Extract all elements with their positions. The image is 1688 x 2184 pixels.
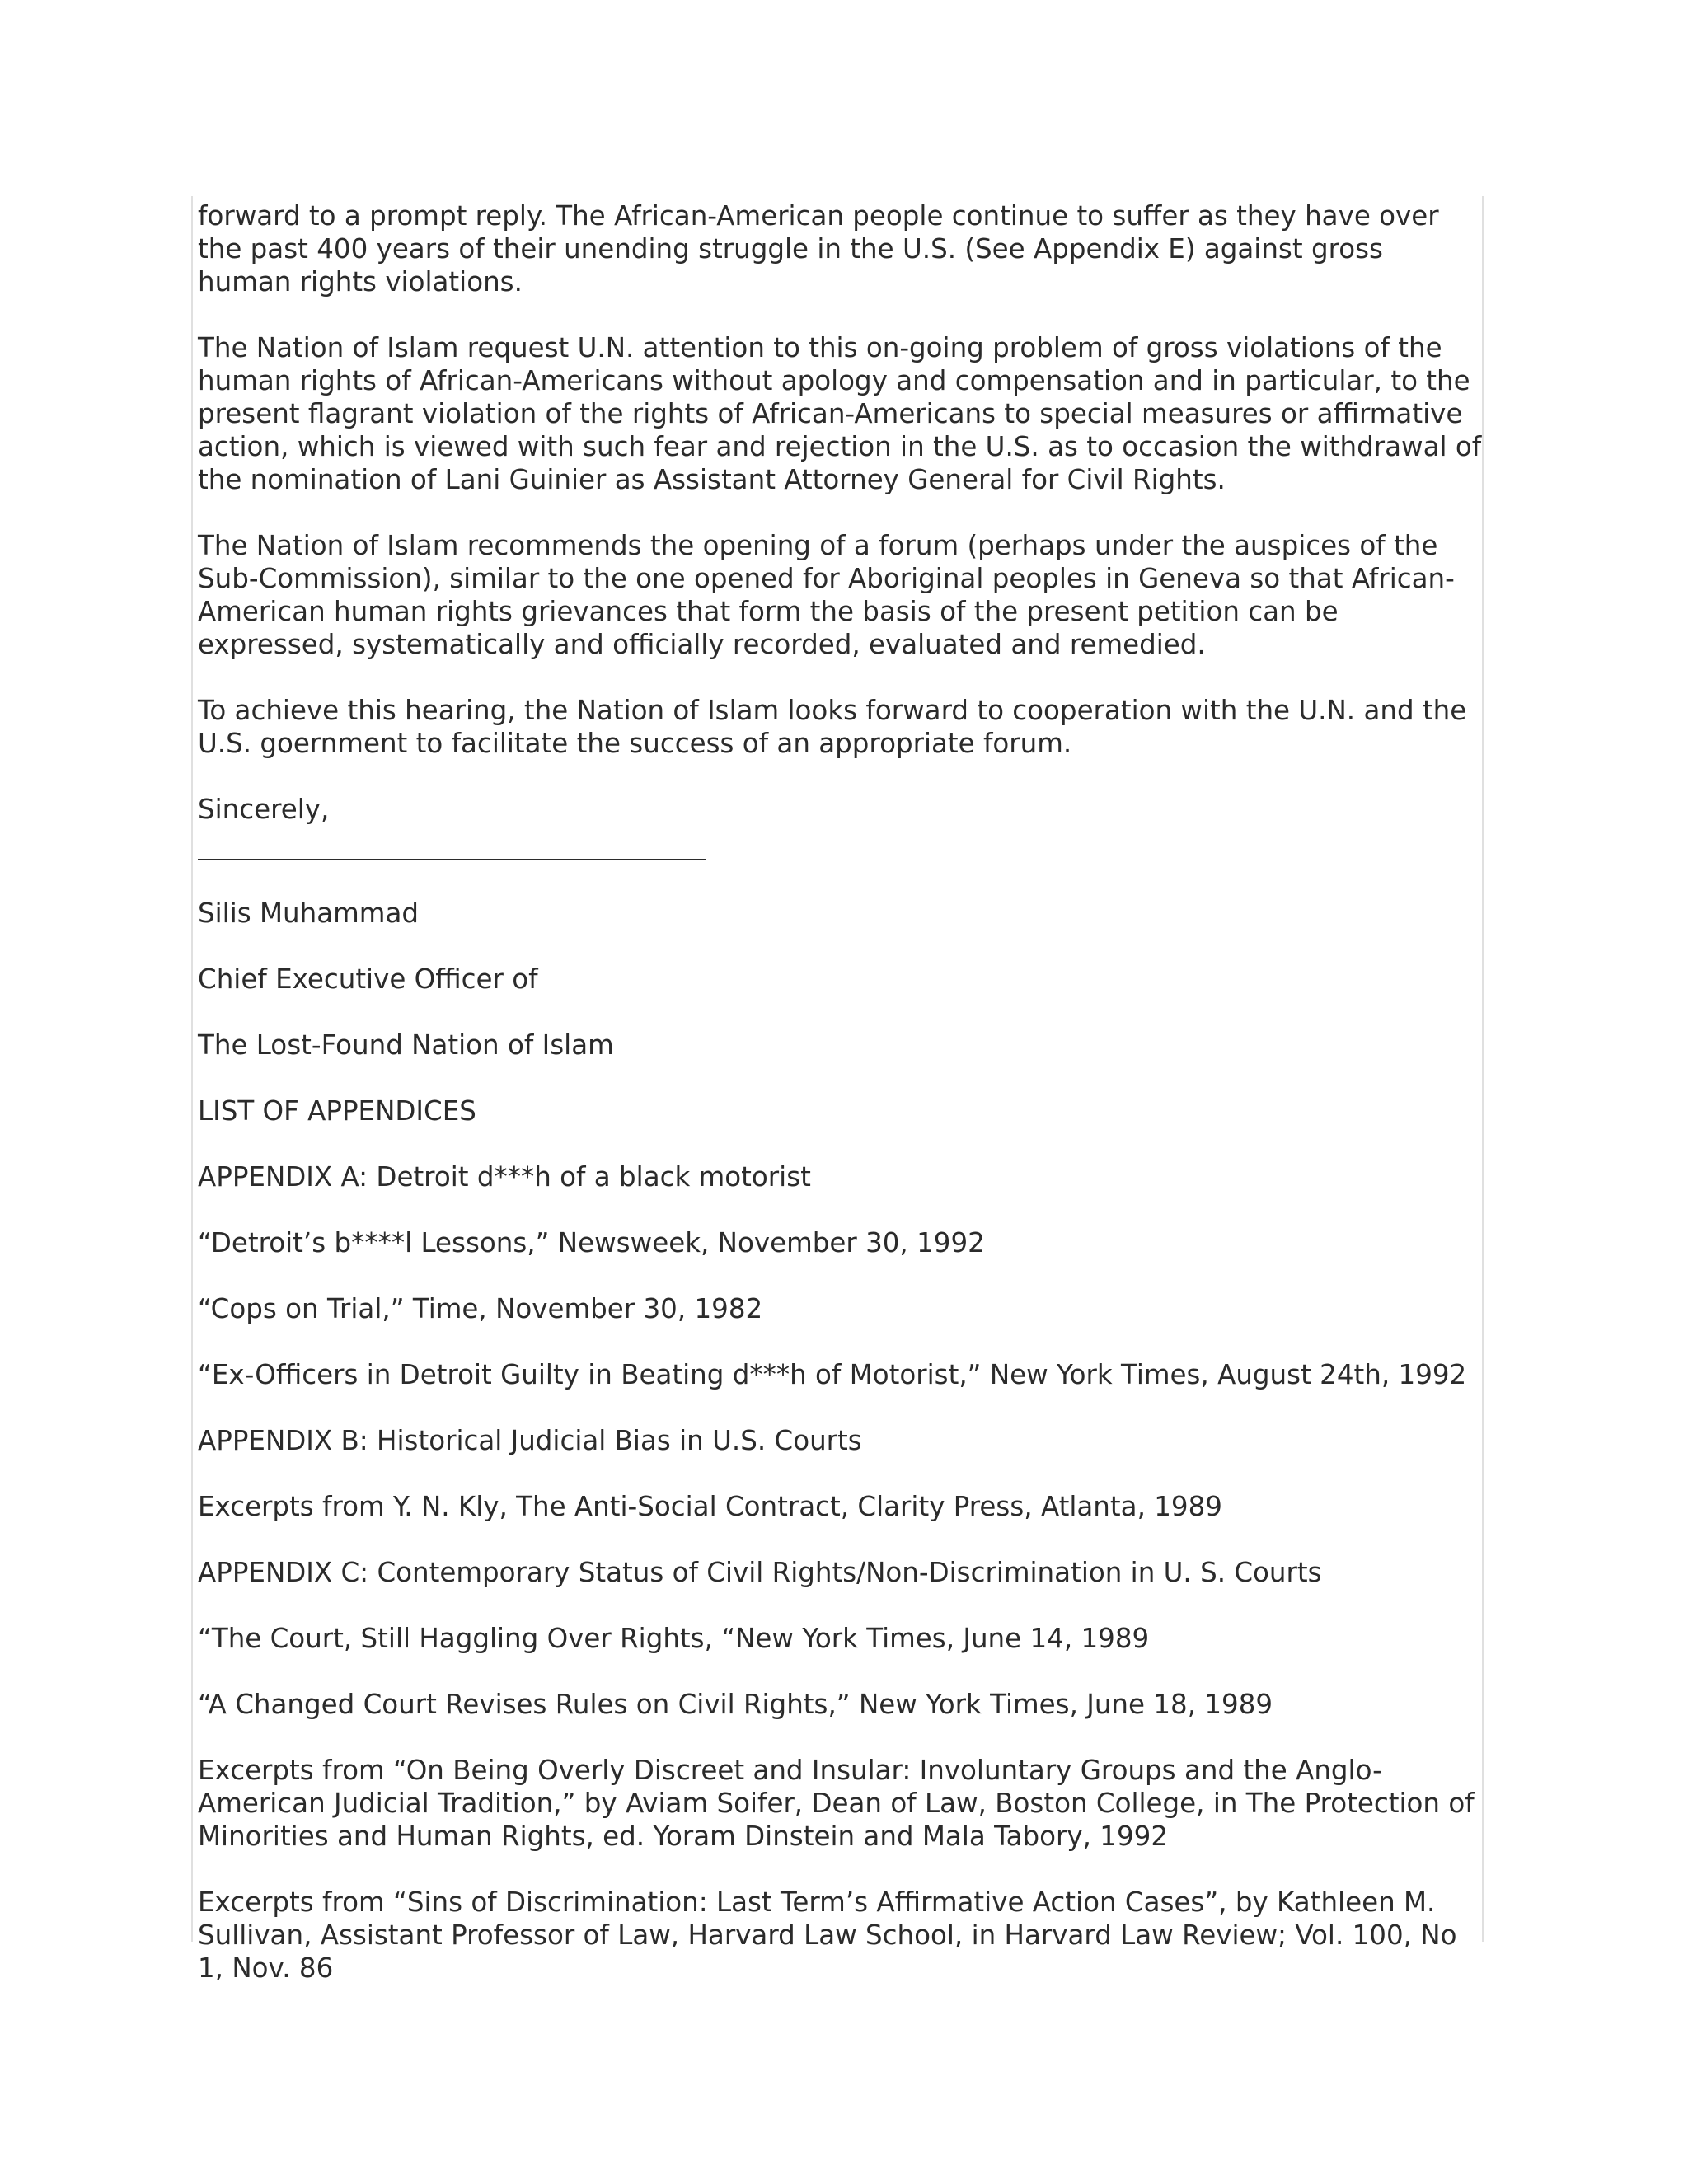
appendix-item: “Detroit’s b****l Lessons,” Newsweek, November 30, 1992 xyxy=(198,1227,985,1258)
signature-line xyxy=(198,859,706,860)
paragraph-recommendation: The Nation of Islam recommends the opening of a forum (perhaps under the auspices of the Sub-Commission), similar to the one opened for Aboriginal peoples in Geneva so that African-American human rights grievances that form the basis of the present petition can be expressed, systematically and officially recorded, evaluated and remedied. xyxy=(198,530,1455,660)
signatory-name: Silis Muhammad xyxy=(198,898,419,929)
appendix-item: APPENDIX C: Contemporary Status of Civil Rights/Non-Discrimination in U. S. Courts xyxy=(198,1557,1322,1588)
paragraph-continuation: forward to a prompt reply. The African-American people continue to suffer as they have over the past 400 years of their unending struggle in the U.S. (See Appendix E) against gross human rights violations. xyxy=(198,200,1439,298)
document-body xyxy=(198,199,1484,2018)
paragraph-request: The Nation of Islam request U.N. attention to this on-going problem of gross violations of the human rights of African-Americans without apology and compensation and in particular, to the present flagrant violation of the rights of African-Americans to special measures or affirmative action, which is viewed with such fear and rejection in the U.S. as to occasion the withdrawal of the nomination of Lani Guinier as Assistant Attorney General for Civil Rights. xyxy=(198,332,1482,495)
appendix-item: “A Changed Court Revises Rules on Civil Rights,” New York Times, June 18, 1989 xyxy=(198,1689,1273,1720)
signatory-organization: The Lost-Found Nation of Islam xyxy=(198,1029,614,1061)
closing: Sincerely, xyxy=(198,794,330,825)
appendix-item: Excerpts from “On Being Overly Discreet and Insular: Involuntary Groups and the Anglo-American Judicial Tradition,” by Aviam Soifer, Dean of Law, Boston College, in The Protection of Minorities and Human Rights, ed. Yoram Dinstein and Mala Tabory, 1992 xyxy=(198,1755,1475,1852)
appendix-item: APPENDIX A: Detroit d***h of a black motorist xyxy=(198,1161,811,1193)
appendix-item: “Ex-Officers in Detroit Guilty in Beating d***h of Motorist,” New York Times, August 24th, 1992 xyxy=(198,1359,1467,1390)
signatory-title: Chief Executive Officer of xyxy=(198,963,538,995)
appendix-item: Excerpts from “Sins of Discrimination: Last Term’s Affirmative Action Cases”, by Kathleen M. Sullivan, Assistant Professor of Law, Harvard Law School, in Harvard Law Review; Vol. 100, No 1, Nov. 86 xyxy=(198,1886,1457,1984)
appendix-item: “Cops on Trial,” Time, November 30, 1982 xyxy=(198,1293,763,1324)
appendix-item: APPENDIX B: Historical Judicial Bias in U.S. Courts xyxy=(198,1425,862,1456)
appendices-heading: LIST OF APPENDICES xyxy=(198,1095,476,1127)
paragraph-cooperation: To achieve this hearing, the Nation of Islam looks forward to cooperation with the U.N. and the U.S. goernment to facilitate the success of an appropriate forum. xyxy=(198,695,1467,759)
appendix-item: Excerpts from Y. N. Kly, The Anti-Social Contract, Clarity Press, Atlanta, 1989 xyxy=(198,1491,1222,1522)
appendix-item: “The Court, Still Haggling Over Rights, “New York Times, June 14, 1989 xyxy=(198,1623,1150,1654)
